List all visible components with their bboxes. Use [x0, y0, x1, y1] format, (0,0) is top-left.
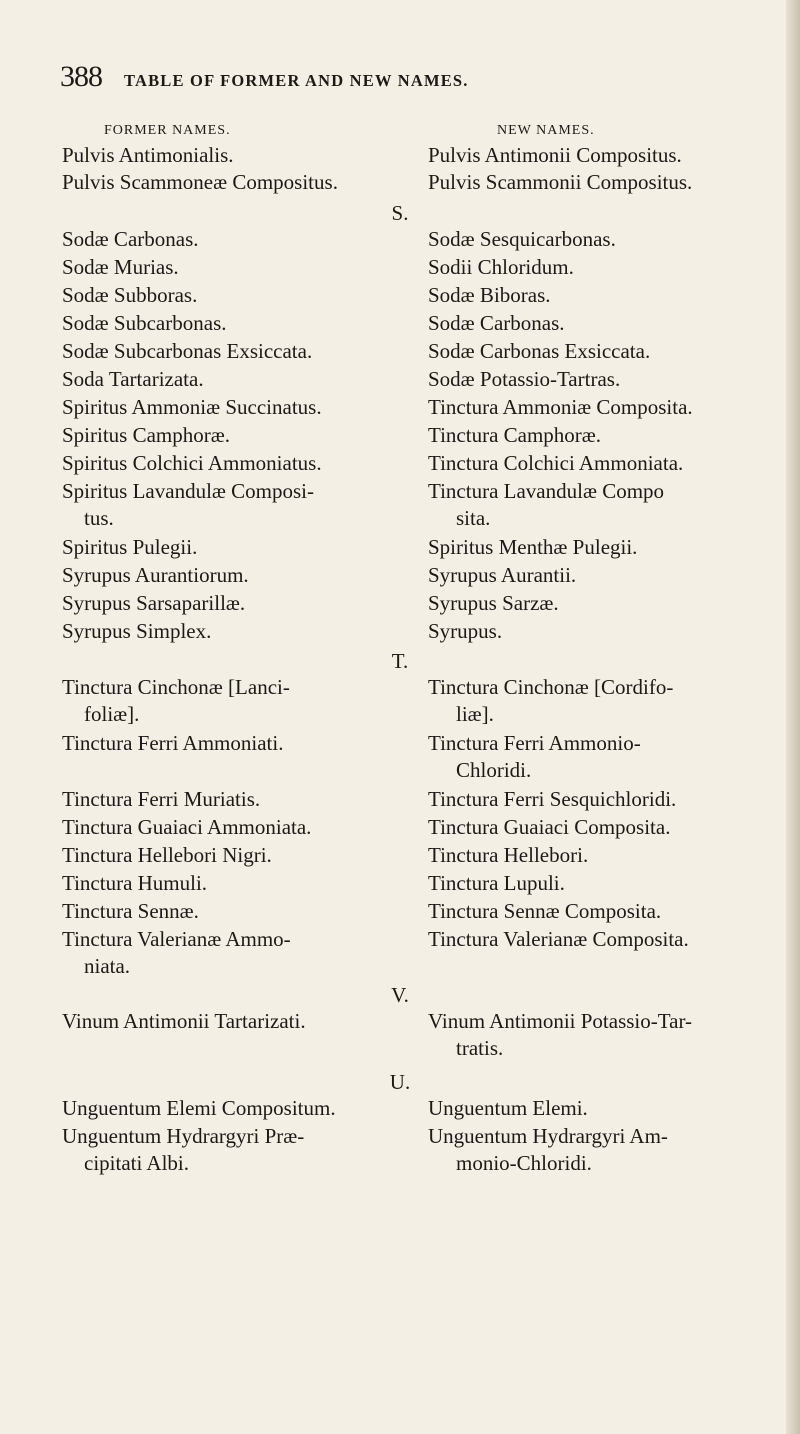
new-name: Sodæ Carbonas Exsiccata.	[428, 339, 651, 363]
section-letter-t: T.	[391, 649, 409, 673]
new-name-line: Tinctura Cinchonæ [Cordifo-	[428, 675, 674, 699]
former-name: Spiritus Colchici Ammoniatus.	[62, 451, 322, 475]
former-name-continuation: niata.	[84, 954, 131, 978]
former-name: Syrupus Simplex.	[62, 619, 212, 643]
former-name: Sodæ Subcarbonas Exsiccata.	[62, 339, 313, 363]
new-name-line: Unguentum Hydrargyri Am-	[428, 1124, 668, 1148]
former-name-line: Tinctura Valerianæ Ammo-	[62, 927, 291, 951]
former-name	[62, 478, 314, 532]
new-name: Spiritus Menthæ Pulegii.	[428, 535, 638, 559]
former-name: Sodæ Carbonas.	[62, 227, 199, 251]
former-name: Syrupus Aurantiorum.	[62, 563, 249, 587]
running-head: TABLE OF FORMER AND NEW NAMES.	[124, 71, 469, 90]
former-name-continuation: foliæ].	[84, 702, 140, 726]
new-name: Syrupus.	[428, 619, 503, 643]
former-name: Tinctura Hellebori Nigri.	[62, 843, 272, 867]
new-name-line: Vinum Antimonii Potassio-Tar-	[428, 1009, 693, 1033]
new-name: Unguentum Elemi.	[428, 1096, 588, 1120]
section-letter-u: U.	[389, 1070, 411, 1094]
former-name-line: Tinctura Cinchonæ [Lanci-	[62, 675, 290, 699]
page-number: 388	[60, 60, 102, 93]
new-name: Sodæ Potassio-Tartras.	[428, 367, 621, 391]
former-name: Spiritus Camphoræ.	[62, 423, 231, 447]
new-name-line: Tinctura Ferri Ammonio-	[428, 731, 641, 755]
new-name: Pulvis Antimonii Compositus.	[428, 143, 682, 167]
former-name: Spiritus Pulegii.	[62, 535, 198, 559]
new-name	[428, 674, 673, 728]
former-name-line: Unguentum Hydrargyri Præ-	[62, 1124, 305, 1148]
former-name: Sodæ Subcarbonas.	[62, 311, 227, 335]
new-name: Tinctura Colchici Ammoniata.	[428, 451, 684, 475]
new-name: Tinctura Ferri Sesquichloridi.	[428, 787, 677, 811]
new-name-continuation: monio-Chloridi.	[456, 1151, 592, 1175]
new-name: Syrupus Sarzæ.	[428, 591, 559, 615]
new-name: Tinctura Lupuli.	[428, 871, 565, 895]
new-name-continuation: sita.	[456, 506, 491, 530]
former-name: Sodæ Subboras.	[62, 283, 198, 307]
new-name-continuation: liæ].	[456, 702, 494, 726]
section-letter-v: V.	[391, 983, 409, 1007]
former-name: Tinctura Humuli.	[62, 871, 208, 895]
new-name: Tinctura Valerianæ Composita.	[428, 927, 689, 951]
former-name: Sodæ Murias.	[62, 255, 179, 279]
former-names-heading: FORMER NAMES.	[104, 123, 231, 138]
new-name: Tinctura Sennæ Composita.	[428, 899, 662, 923]
new-name	[428, 478, 664, 532]
former-name: Tinctura Guaiaci Ammoniata.	[62, 815, 312, 839]
section-letter-s: S.	[391, 201, 409, 225]
former-name: Unguentum Elemi Compositum.	[62, 1096, 336, 1120]
new-name: Sodæ Sesquicarbonas.	[428, 227, 616, 251]
former-name: Pulvis Antimonialis.	[62, 143, 234, 167]
former-name: Vinum Antimonii Tartarizati.	[62, 1009, 306, 1033]
page-header	[60, 60, 760, 100]
new-name: Tinctura Guaiaci Composita.	[428, 815, 671, 839]
new-name: Sodæ Biboras.	[428, 283, 551, 307]
new-name: Tinctura Hellebori.	[428, 843, 589, 867]
former-name: Tinctura Ferri Muriatis.	[62, 787, 261, 811]
new-name-continuation: Chloridi.	[456, 758, 532, 782]
new-name: Sodæ Carbonas.	[428, 311, 565, 335]
former-name: Pulvis Scammoneæ Compositus.	[62, 170, 338, 194]
former-name: Spiritus Ammoniæ Succinatus.	[62, 395, 322, 419]
new-name-continuation: tratis.	[456, 1036, 504, 1060]
former-name: Soda Tartarizata.	[62, 367, 204, 391]
former-name	[62, 926, 291, 980]
former-name	[62, 1123, 304, 1177]
former-name-continuation: cipitati Albi.	[84, 1151, 189, 1175]
former-name-continuation: tus.	[84, 506, 114, 530]
former-name: Syrupus Sarsaparillæ.	[62, 591, 246, 615]
new-names-heading: NEW NAMES.	[497, 123, 595, 138]
new-name	[428, 730, 641, 784]
new-name	[428, 1008, 692, 1062]
new-name: Tinctura Camphoræ.	[428, 423, 602, 447]
new-name: Tinctura Ammoniæ Composita.	[428, 395, 693, 419]
new-name-line: Tinctura Lavandulæ Compo	[428, 479, 665, 503]
former-name: Tinctura Sennæ.	[62, 899, 199, 923]
former-name	[62, 674, 290, 728]
former-name: Tinctura Ferri Ammoniati.	[62, 731, 284, 755]
new-name: Sodii Chloridum.	[428, 255, 574, 279]
new-name: Pulvis Scammonii Compositus.	[428, 170, 693, 194]
new-name: Syrupus Aurantii.	[428, 563, 577, 587]
former-name-line: Spiritus Lavandulæ Composi-	[62, 479, 314, 503]
new-name	[428, 1123, 668, 1177]
